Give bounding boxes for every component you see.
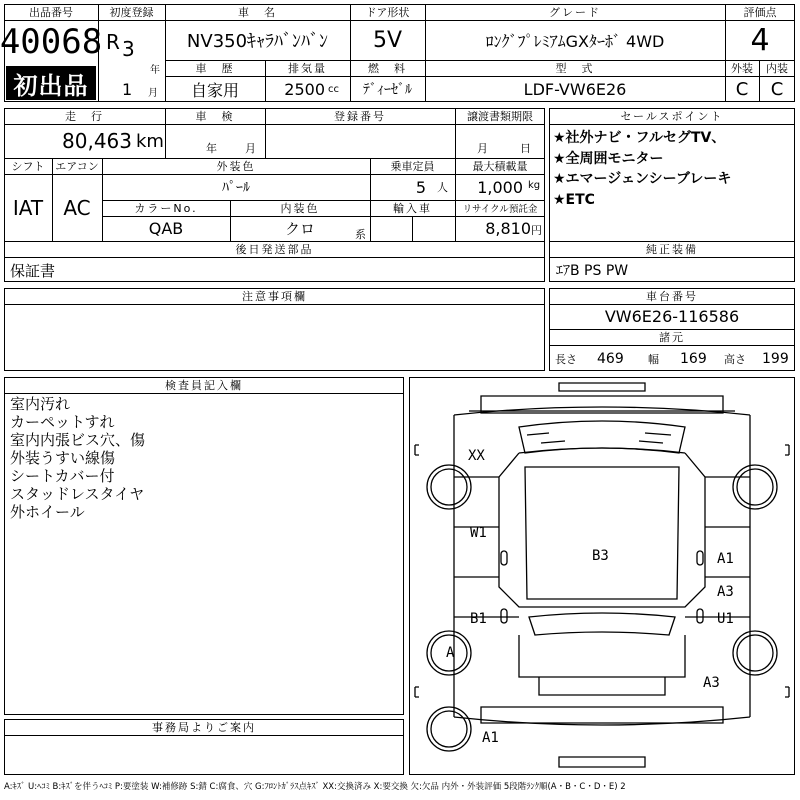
inspector-note: 外装うすい線傷: [10, 449, 116, 467]
inspector-note: スタッドレスタイヤ: [10, 485, 145, 503]
lot-number-label: 出品番号: [29, 6, 73, 19]
fuel: ﾃﾞｨｰｾﾞﾙ: [363, 82, 412, 98]
recycle-deposit: 8,810: [485, 219, 531, 238]
mileage-unit: km: [136, 130, 164, 152]
grade: ﾛﾝｸﾞﾌﾟﾚﾐｱﾑGXﾀｰﾎﾞ 4WD: [485, 31, 665, 51]
damage-mark: B1: [470, 611, 487, 627]
dimensions-label: 諸元: [659, 331, 685, 344]
damage-mark: A3: [717, 584, 734, 600]
model-code: LDF-VW6E26: [523, 79, 627, 99]
max-load-unit: kg: [528, 180, 541, 191]
deferred-parts: 保証書: [10, 261, 56, 280]
capacity-label: 乗車定員: [390, 160, 435, 173]
inspector-note: 室内汚れ: [10, 395, 71, 413]
score: 4: [750, 22, 770, 58]
transfer-day-unit: 日: [520, 142, 531, 155]
inspector-note: 外ホイール: [10, 503, 85, 521]
exterior-grade: C: [735, 78, 749, 100]
displacement-label: 排気量: [288, 62, 327, 75]
transfer-deadline-label: 譲渡書類期限: [467, 110, 533, 123]
import-label: 輸入車: [393, 202, 432, 215]
interior-color-suffix: 系: [355, 228, 366, 241]
sales-points-list: [553, 128, 731, 210]
damage-mark: A1: [482, 730, 499, 746]
damage-mark: U1: [717, 611, 734, 627]
equipment-label: 純正装備: [646, 243, 698, 256]
car-name: NV350ｷｬﾗﾊﾞﾝﾊﾞﾝ: [186, 31, 329, 52]
mileage-label: 走 行: [65, 110, 104, 123]
damage-mark: W1: [470, 525, 487, 541]
damage-mark: B3: [592, 548, 609, 564]
shift: IAT: [12, 195, 44, 220]
deferred-parts-label: 後日発送部品: [235, 243, 314, 256]
equipment: ｴｱB PS PW: [556, 263, 629, 279]
fuel-label: 燃 料: [368, 62, 407, 75]
door-label: ドア形状: [365, 6, 410, 19]
capacity: 5: [415, 177, 426, 197]
capacity-unit: 人: [437, 181, 448, 194]
inspector-note: カーペットすれ: [10, 413, 115, 431]
cautions-label: 注意事項欄: [242, 290, 307, 303]
sales-point-item: ★全周囲モニター: [553, 150, 664, 167]
office-label: 事務局よりご案内: [152, 721, 256, 734]
year-unit: 年: [150, 64, 160, 76]
color-no-label: カラーNo.: [134, 202, 198, 215]
first-registration-label: 初度登録: [109, 6, 154, 19]
length-label: 長さ: [555, 353, 577, 366]
vehicle-outline-diagram: [409, 377, 795, 775]
displacement: 2500: [284, 79, 325, 99]
sales-point-item: ★エマージェンシーブレーキ: [553, 171, 732, 187]
height-label: 高さ: [724, 353, 746, 366]
damage-mark: A: [446, 645, 455, 661]
damage-mark: XX: [468, 448, 485, 464]
exterior-color: ﾊﾟｰﾙ: [222, 180, 250, 196]
max-load-label: 最大積載量: [472, 160, 528, 173]
interior-label: 内装: [766, 62, 788, 75]
ac-label: エアコン: [55, 160, 99, 173]
color-no: QAB: [148, 219, 184, 238]
inspection-year-unit: 年: [206, 142, 217, 155]
inspection-month-unit: 月: [245, 142, 256, 155]
era: R: [106, 30, 120, 54]
damage-mark: A1: [717, 551, 734, 567]
shift-label: シフト: [11, 160, 45, 173]
damage-mark: A3: [703, 675, 720, 691]
chassis-label: 車台番号: [646, 290, 698, 303]
model-label: 型 式: [555, 62, 595, 75]
first-reg-month: 1: [122, 80, 133, 99]
month-unit: 月: [148, 88, 158, 99]
car-name-label: 車 名: [238, 6, 277, 19]
inspection-label: 車 検: [195, 110, 235, 123]
exterior-color-label: 外装色: [216, 160, 256, 173]
interior-grade: C: [770, 78, 784, 100]
height: 199: [762, 351, 789, 367]
sales-points-label: セールスポイント: [620, 110, 724, 123]
history: 自家用: [190, 80, 239, 100]
registration-no-label: 登録番号: [334, 110, 386, 123]
grade-label: グレード: [549, 6, 601, 19]
interior-color: クロ: [284, 220, 315, 238]
sales-point-item: ★社外ナビ・フルセグTV、: [553, 130, 726, 146]
mileage: 80,463: [62, 129, 132, 153]
door-type: 5V: [372, 27, 403, 53]
history-label: 車 歴: [195, 62, 235, 75]
legend-footer: A:ｷｽﾞ U:ﾍｺﾐ B:ｷｽﾞを伴うﾍｺﾐ P:要塗装 W:補修跡 S:錆 C:腐食、穴 G:ﾌﾛﾝﾄｶﾞﾗｽ点ｷｽﾞ XX:交換済み X:要交換 欠:欠品 内外・外装評価 5段階ﾗﾝｸ順(A・B・C・D・E) 2: [4, 782, 626, 792]
inspector-note: シートカバー付: [10, 467, 115, 485]
interior-color-label: 内装色: [280, 202, 320, 215]
width-label: 幅: [648, 353, 659, 366]
width: 169: [680, 351, 707, 367]
chassis-number: VW6E26-116586: [604, 307, 740, 326]
max-load: 1,000: [477, 177, 523, 197]
inspector-label: 検査員記入欄: [165, 379, 243, 392]
first-listing-text: 初出品: [13, 71, 89, 100]
recycle-label: リサイクル預託金: [462, 204, 538, 215]
ac: AC: [63, 195, 91, 220]
length: 469: [597, 351, 624, 367]
score-label: 評価点: [743, 6, 777, 19]
first-reg-year: 3: [122, 37, 135, 61]
sales-point-item: ★ETC: [553, 191, 595, 208]
transfer-month-unit: 月: [477, 142, 488, 155]
inspector-notes: [10, 395, 145, 521]
recycle-unit: 円: [531, 224, 542, 237]
exterior-label: 外装: [731, 62, 753, 75]
lot-number: 40068: [0, 22, 103, 62]
displacement-unit: cc: [328, 84, 339, 95]
inspector-note: 室内内張ビス穴、傷: [10, 431, 146, 449]
